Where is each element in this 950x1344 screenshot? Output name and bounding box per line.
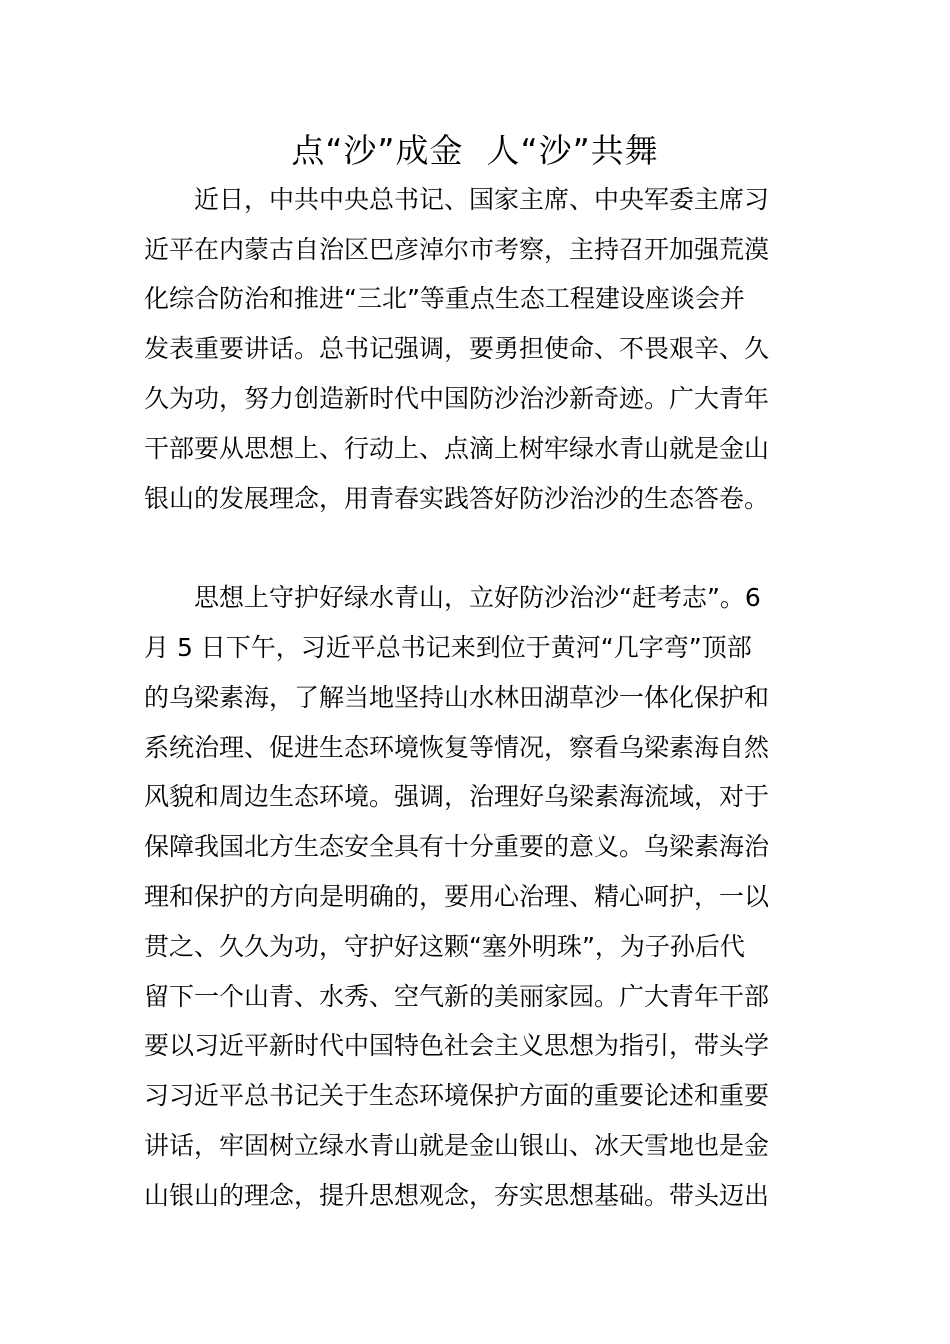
paragraph-2-line-8: 贯之、久久为功，守护好这颗“塞外明珠”，为子孙后代 — [144, 932, 745, 961]
paragraph-2-line-7: 理和保护的方向是明确的，要用心治理、精心呵护，一以 — [144, 882, 770, 911]
paragraph-2-line-12: 讲话，牢固树立绿水青山就是金山银山、冰天雪地也是金 — [144, 1131, 770, 1160]
paragraph-1-line-1: 近日，中共中央总书记、国家主席、中央军委主席习 — [194, 185, 770, 214]
paragraph-1-line-3: 化综合防治和推进“三北”等重点生态工程建设座谈会并 — [144, 284, 745, 313]
paragraph-2-line-1: 思想上守护好绿水青山，立好防沙治沙“赶考志”。6 — [194, 583, 761, 612]
paragraph-2-line-5: 风貌和周边生态环境。强调，治理好乌梁素海流域，对于 — [144, 782, 770, 811]
paragraph-2-line-3: 的乌梁素海，了解当地坚持山水林田湖草沙一体化保护和 — [144, 683, 770, 712]
paragraph-1-line-6: 干部要从思想上、行动上、点滴上树牢绿水青山就是金山 — [144, 434, 770, 463]
paragraph-2-line-4: 系统治理、促进生态环境恢复等情况，察看乌梁素海自然 — [144, 733, 770, 762]
paragraph-2-line-10: 要以习近平新时代中国特色社会主义思想为指引，带头学 — [144, 1031, 770, 1060]
document-title: 点“沙”成金 人“沙”共舞 — [291, 131, 659, 170]
paragraph-2-line-13: 山银山的理念，提升思想观念，夯实思想基础。带头迈出 — [144, 1181, 770, 1210]
paragraph-2-line-11: 习习近平总书记关于生态环境保护方面的重要论述和重要 — [144, 1081, 770, 1110]
paragraph-2-line-6: 保障我国北方生态安全具有十分重要的意义。乌梁素海治 — [144, 832, 770, 861]
paragraph-1-line-7: 银山的发展理念，用青春实践答好防沙治沙的生态答卷。 — [144, 484, 770, 513]
paragraph-2-line-2: 月 5 日下午，习近平总书记来到位于黄河“几字弯”顶部 — [144, 633, 752, 662]
paragraph-1-line-4: 发表重要讲话。总书记强调，要勇担使命、不畏艰辛、久 — [144, 334, 770, 363]
paragraph-1-line-5: 久为功，努力创造新时代中国防沙治沙新奇迹。广大青年 — [144, 384, 770, 413]
paragraph-1-line-2: 近平在内蒙古自治区巴彦淖尔市考察，主持召开加强荒漠 — [144, 235, 770, 264]
paragraph-2-line-9: 留下一个山青、水秀、空气新的美丽家园。广大青年干部 — [144, 982, 770, 1011]
